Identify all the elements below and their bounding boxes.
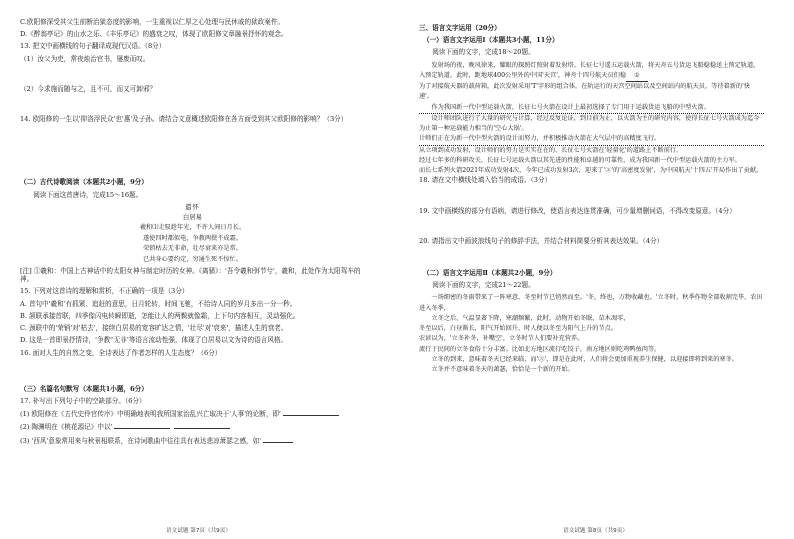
- option-d: D. 这是一首即景抒情诗，'争教''无非'等语言流动性强，体现了白居易以文为诗的语言风格。: [20, 336, 288, 345]
- poem-line: 荣销枯去无非命，壮尽衰来亦是常。: [143, 245, 242, 253]
- poetry-instruction: 阅读下面这首唐诗，完成15～16题。: [33, 190, 143, 199]
- poem-line: 已共身心要约定，穷通生死不惊忙。: [143, 256, 242, 264]
- question-13-2: （2）今求施而随与之，且不可，而又可卸邪？: [20, 84, 157, 93]
- answer-blank[interactable]: [174, 422, 230, 429]
- right-column: [419, 18, 764, 375]
- right-page: [397, 0, 794, 539]
- poem-title: 遣怀: [185, 202, 200, 211]
- passage-1-line: 为了对接航天器的载荷箱，此次发射采用'T'字形的组合体，在轨运行的天宫空间站以及空间站内的航天员，等待着新的'快递'。: [419, 83, 750, 101]
- blank-1[interactable]: ①: [626, 71, 648, 82]
- answer-blank[interactable]: [114, 422, 170, 429]
- passage-3-line: 而长七系列火箭2021年成功发射4次，今年已成功发射3次，迎来了'②'的'高密度发射'，为中国航天'十四五'开局作出了贡献。: [419, 167, 763, 175]
- passage-4-line: 立冬的到来，意味着冬天已经来临，而'③'，即是在此时，人们将会更加重视养生保健，以迎接即将到来的寒冬。: [431, 355, 738, 363]
- option-b: B. 颔联承接首联，四季像闪电转瞬即逝，怎能让人的两鬓就像霜，上下句内容相互，灵动强化。: [20, 311, 300, 320]
- passage-5-line: 立冬并不意味着冬天的萧瑟，恰恰是一个新的开始。: [431, 366, 574, 374]
- question-17-1: [20, 409, 365, 418]
- subsection-2-instruction: 阅读下面的文字，完成21～22题。: [432, 281, 535, 290]
- passage-4-line: 冬至以后，白昼渐长，阳气开始回升，时人便以冬至为阳气上升的节点。: [419, 325, 617, 333]
- question-17-3: [20, 436, 365, 445]
- poem-author: 白居易: [182, 212, 203, 221]
- question-14: 14. 欧阳修的一生以'抑洛浮民众'也'惠'及子孙。请结合文意概述欧阳修在各方面受到其父欧阳修的影响？（3分）: [20, 115, 348, 124]
- question-13: 13. 把文中画横线的句子翻译成现代汉语。（8分）: [20, 42, 166, 51]
- answer-blank[interactable]: [263, 436, 293, 443]
- left-column: [20, 18, 365, 449]
- language-section-title: 三、语言文字运用（20分）: [419, 24, 501, 32]
- right-footer: 语文试题 第8页（共9页）: [563, 528, 628, 535]
- option-c: C. 颈联中的'荣销'对'枯去'，接续白居易的宽容旷达之情，'壮尽'对'衰来'，描述人生的衰老。: [20, 324, 288, 333]
- option-a: A. 首句中'羲和'有抓紧、追赶的意思，日月轮转，时间飞驰，不给诗人同的岁月多出一分一秒。: [20, 299, 297, 308]
- passage-4-line: 流行于民间的立冬食俗十分丰富。比如北方地区流行吃饺子，南方地区则吃鸡鸭鱼肉等。: [419, 345, 661, 353]
- passage-1-line: [419, 71, 764, 82]
- passage-3-line: 从立项到成功发射，设计师们的努力是实实在在的，长征七号火箭在'轻量化'的道路上不断前行。: [419, 146, 683, 154]
- passage-4-line: 一场细密的冬雨带来了一阵寒意，冬至时节已悄然而至。'冬，终也，万物收藏也。'立冬时，秋季作物全部收割完毕，农田进入冬季，: [419, 294, 763, 312]
- question-17-2: [20, 422, 365, 431]
- passage-3-line: 设计师团队进行了大量的研究与计算，经过反复论证，到目前为止，以火箭为主的研究内容，使得长征七号火箭成为迄今为止第一种运载能力相当的'空心大锅'。: [419, 114, 760, 133]
- question-19: 19. 文中画横线的部分有语病，请进行修改，使语言表达连贯准确，可少量增删词语，不得改变原意。（4分）: [419, 206, 736, 215]
- passage-4-line: 农谚以为，'立冬补冬，补嘴空'，立冬时节人们要补充营养。: [419, 335, 584, 343]
- question-17: 17. 补写出下列句子中的空缺部分。（6分）: [20, 396, 146, 405]
- poem-note: [注] ①羲和：中国上古神话中的太阳女神与制定时历的女神。《离骚》：'吾令羲和弭节兮'，羲和，此处作为太阳驾车的神。: [20, 266, 361, 284]
- passage-2-line: 作为我国新一代中型运载火箭，长征七号火箭在设计上最初选择了专门用于运载货运飞船的中型火箭。: [419, 103, 764, 114]
- passage-3-line: 计师们正在为新一代中型火箭的设计而努力，并积极推动火箭在大气层中的高精度飞行。: [419, 134, 764, 145]
- item-c: C.欧阳修深受其父生前断治狱态度的影响，一生重视以仁厚之心处理与民休戚的狱政案件。: [20, 18, 285, 26]
- question-13-1: （1）汝父为吏，常夜烛治官书，屡废而叹。: [20, 54, 150, 63]
- question-20: 20. 请指出文中画波浪线句子的修辞手法，并结合材料简要分析其表达效果。（4分）: [419, 236, 664, 245]
- poetry-section-title: （二）古代诗歌阅读（本题共2小题，9分）: [20, 178, 148, 187]
- question-17-2-text: (2) 陶渊明在《桃花源记》中以': [20, 423, 113, 432]
- passage-3-line: 经过七年多的科研攻关，长征七号运载火箭以其先进的性能和卓越的可靠性，成为我国新一代中型运载火箭的主力军。: [419, 156, 741, 164]
- item-d: D.《醉翁亭记》的山水之乐、《丰乐亭记》的盛衰之叹，体现了欧阳修文章融景抒怀的观念。: [20, 30, 288, 39]
- subsection-1-title: （一）语言文字运用Ⅰ（本题共3小题，11分）: [423, 36, 559, 45]
- poem-line: 羲和⑴走驭趁年光，不许人间日月长。: [139, 223, 246, 231]
- passage-4-line: 立冬之后，气温显著下降，寒潮频繁，此时，动物开始冬眠，草木凋零，: [431, 314, 630, 322]
- left-footer: 语文试题 第7页（共9页）: [166, 528, 231, 535]
- question-18: 18. 请在文中横线处填入恰当的成语。（3分）: [419, 176, 552, 185]
- recite-section-title: （三）名篇名句默写（本题共1小题，6分）: [20, 384, 148, 393]
- question-17-1-text: (1) 欧阳修在《五代史伶官传序》中明确地表明我所国家治乱兴亡取决于'人事'的论断，即': [20, 410, 281, 419]
- answer-blank[interactable]: [283, 409, 339, 416]
- subsection-2-title: （二）语言文字运用Ⅱ（本题共2小题，9分）: [423, 268, 557, 277]
- question-16: 16. 面对人生的自然之变，全诗表达了作者怎样的人生态度？（6分）: [20, 348, 222, 357]
- passage-1-line-text: 入预定轨道。此时，距地球400公里外的中国'天宫'，神舟十四号航天员们稳: [419, 71, 627, 79]
- question-17-3-text: (3) '西风'意象常用来与秋景相联系，在诗词歌曲中往往具有表达悲凉萧瑟之感，如': [20, 436, 262, 445]
- passage-1-line: 发射场的夜，晚风徐来，耀眼的探照灯照射着发射塔。长征七号遥五运载火箭，将天舟五号货运飞船稳稳送上预定轨道。: [431, 61, 760, 69]
- subsection-1-instruction: 阅读下面的文字，完成18～20题。: [432, 48, 535, 57]
- question-15: 15. 下列对这首诗的理解和赏析，不正确的一项是（3分）: [20, 287, 189, 296]
- poem-line: 遂使四时都似电，争教两鬓不成霜。: [143, 234, 242, 242]
